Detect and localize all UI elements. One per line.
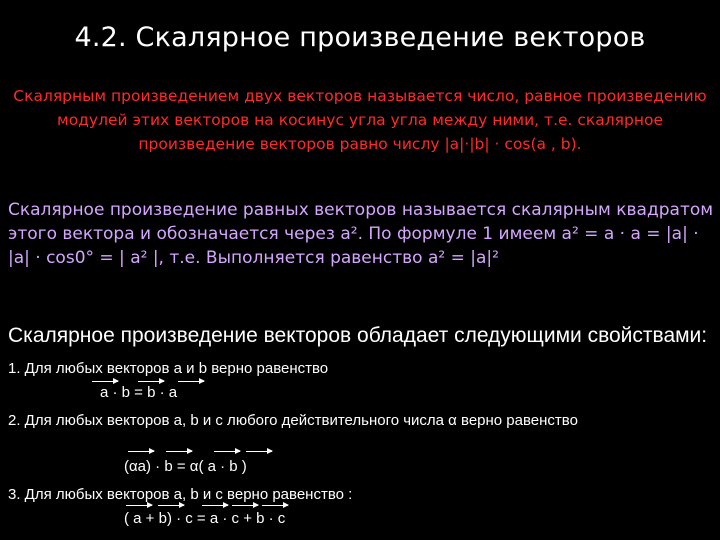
vector-arrow-icon — [166, 451, 192, 452]
vector-arrow-icon — [178, 381, 204, 382]
vector-arrow-icon — [246, 451, 272, 452]
vector-arrow-icon — [202, 505, 228, 506]
vector-arrow-icon — [158, 505, 184, 506]
property-1-formula: a · b = b · a — [100, 384, 178, 401]
slide-title: 4.2. Скалярное произведение векторов — [74, 22, 646, 53]
property-2-formula: (αa) · b = α( a · b ) — [124, 458, 247, 475]
vector-arrow-icon — [138, 381, 164, 382]
vector-arrow-icon — [262, 505, 288, 506]
scalar-square-text: Скалярное произведение равных векторов называется скалярным квадратом этого вектора и обозначается через a². По формуле 1 имеем a² = a · a = |a| · |a| · cos0° = | a² |, т.е. Выполняется равенство a² = |a|² — [8, 200, 714, 268]
definition-text: Скалярным произведением двух векторов называется число, равное произведению модулей этих векторов на косинус угла угла между ними, т.е. скалярное произведение векторов равно числу |a|·|b| · cos(a , b). — [13, 87, 707, 153]
property-2-text: 2. Для любых векторов а, b и с любого действительного числа α верно равенство — [8, 412, 578, 429]
property-3-formula: ( a + b) · c = a · c + b · c — [124, 510, 286, 527]
vector-arrow-icon — [92, 381, 118, 382]
vector-arrow-icon — [128, 451, 154, 452]
vector-arrow-icon — [126, 505, 152, 506]
property-1-text: 1. Для любых векторов а и b верно равенство — [8, 360, 329, 377]
properties-heading: Скалярное произведение векторов обладает следующими свойствами: — [8, 324, 708, 347]
vector-arrow-icon — [232, 505, 258, 506]
vector-arrow-icon — [214, 451, 240, 452]
property-3-text: 3. Для любых векторов а, b и с верно равенство : — [8, 486, 353, 503]
